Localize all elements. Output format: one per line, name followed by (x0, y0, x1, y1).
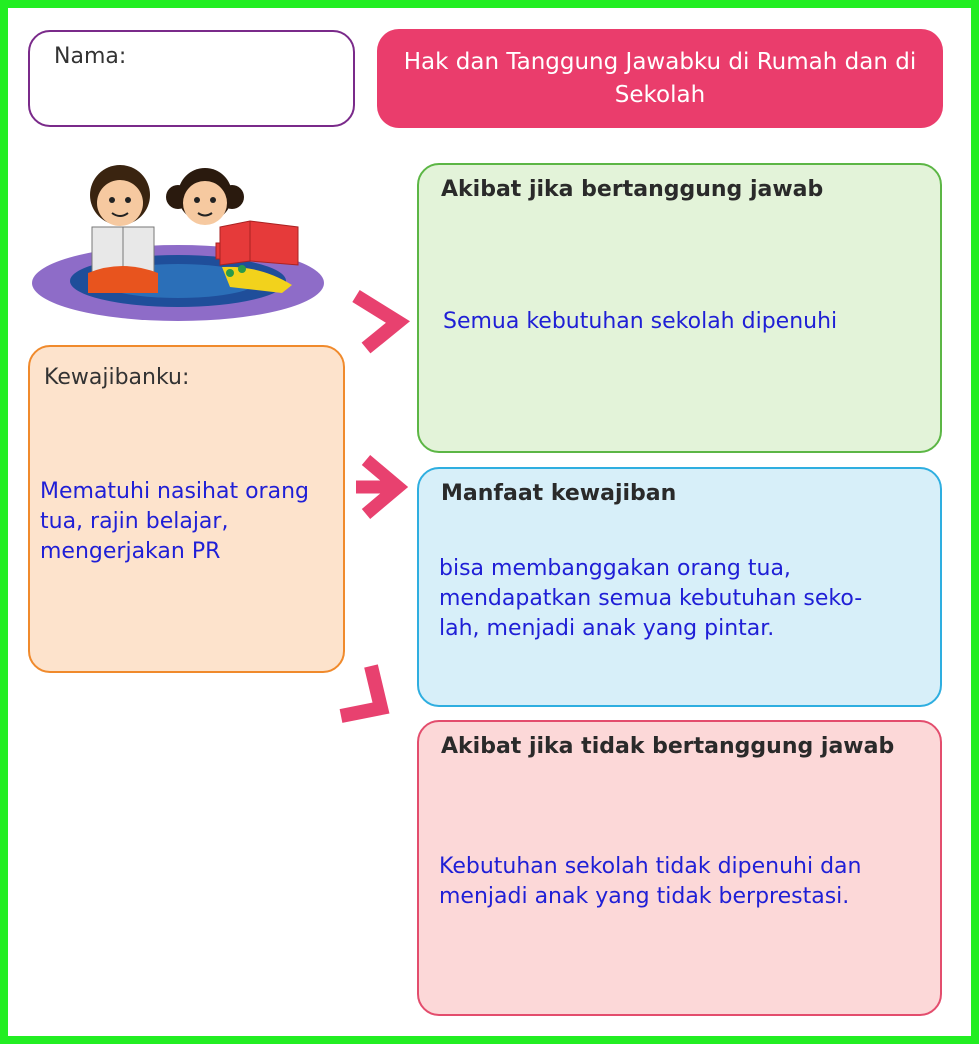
irresponsible-line: Kebutuhan sekolah tidak dipenuhi dan (439, 854, 862, 879)
obligation-line: tua, rajin belajar, (40, 509, 229, 534)
irresponsible-card (417, 720, 942, 1016)
arrow-right-icon (352, 452, 408, 522)
page-title (377, 29, 943, 128)
page-title-text: Hak dan Tanggung Jawabku di Rumah dan di Sekolah (403, 48, 917, 108)
irresponsible-answer (439, 852, 929, 912)
responsible-answer: Semua kebutuhan sekolah dipenuhi (443, 309, 838, 334)
name-field[interactable] (28, 30, 355, 127)
benefit-card (417, 467, 942, 707)
obligation-line: mengerjakan PR (40, 539, 221, 564)
obligation-label: Kewajibanku: (44, 365, 190, 390)
arrow-right-icon (348, 288, 410, 358)
benefit-line: bisa membanggakan orang tua, (439, 556, 791, 581)
benefit-answer (439, 554, 929, 644)
irresponsible-line: menjadi anak yang tidak berprestasi. (439, 884, 850, 909)
benefit-line: lah, menjadi anak yang pintar. (439, 616, 775, 641)
irresponsible-heading: Akibat jika tidak bertanggung jawab (441, 734, 895, 759)
obligation-text (40, 477, 340, 567)
name-label: Nama: (54, 44, 127, 69)
arrow-down-right-icon (335, 658, 395, 726)
obligation-card (28, 345, 345, 673)
responsible-heading: Akibat jika bertanggung jawab (441, 177, 824, 202)
benefit-line: mendapatkan semua kebutuhan seko- (439, 586, 863, 611)
children-reading-icon (30, 155, 330, 325)
obligation-line: Mematuhi nasihat orang (40, 479, 309, 504)
benefit-heading: Manfaat kewajiban (441, 481, 677, 506)
responsible-card (417, 163, 942, 453)
